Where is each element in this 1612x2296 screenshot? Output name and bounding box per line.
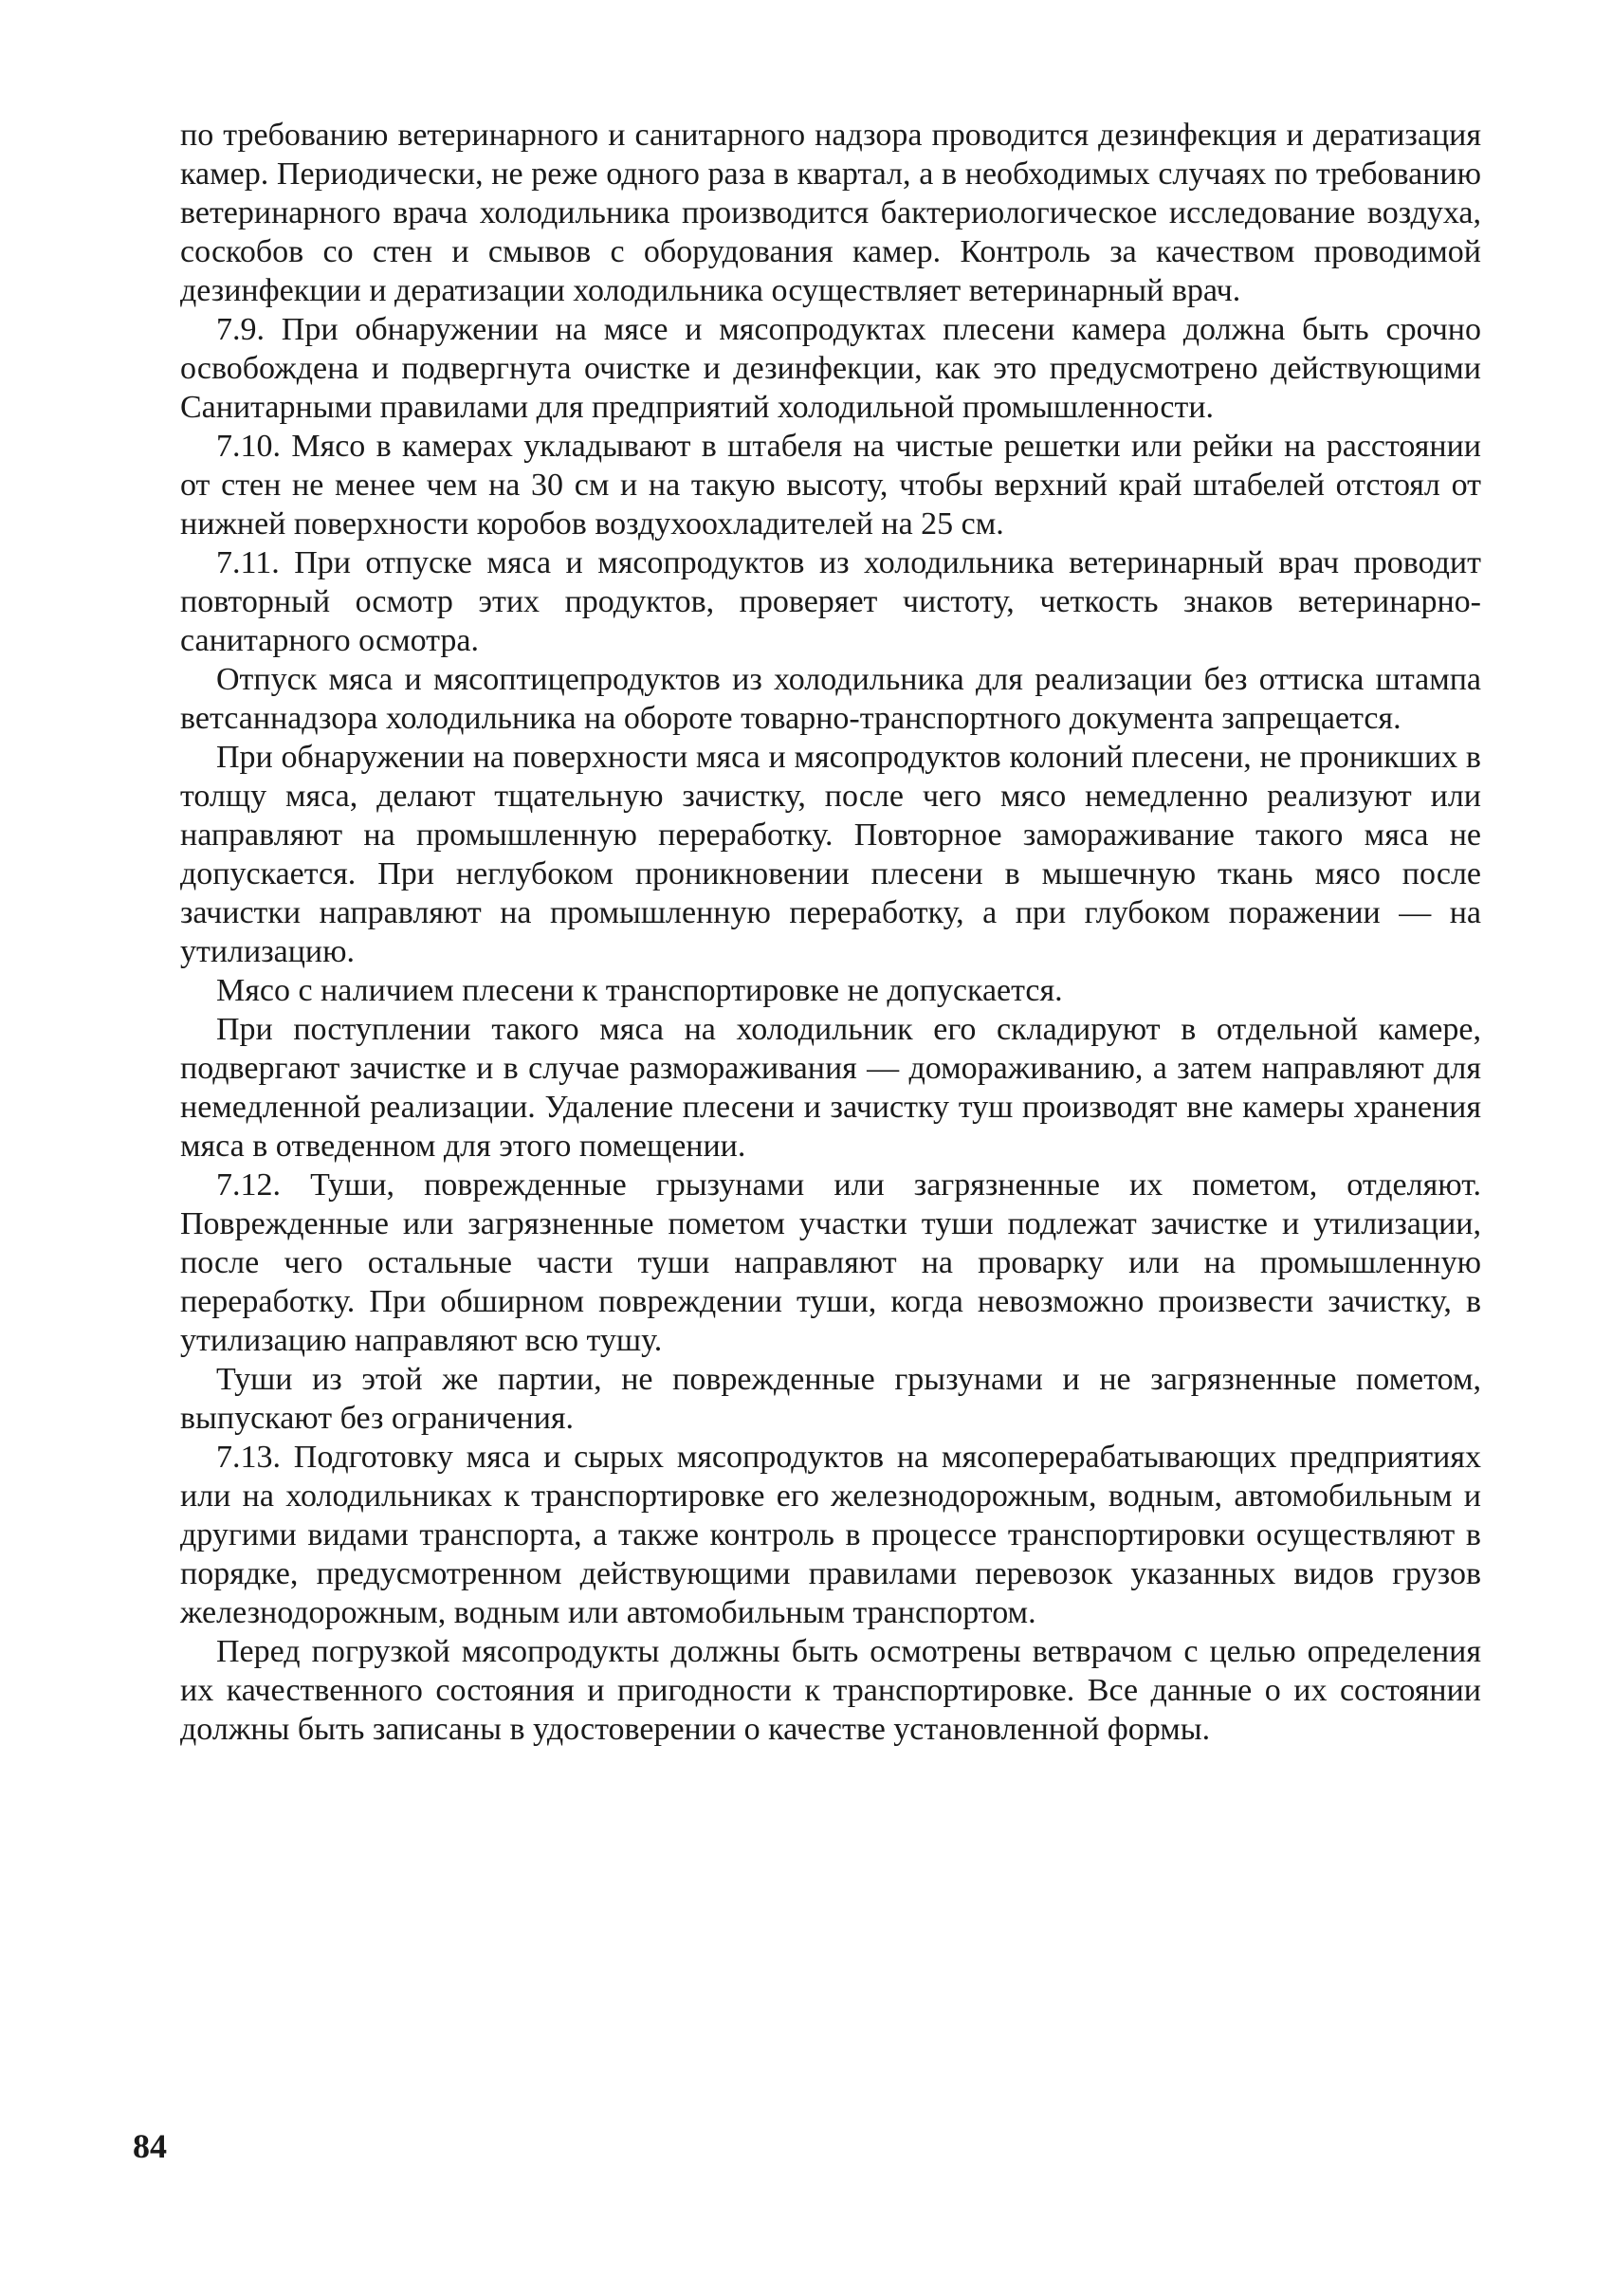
paragraph-7-9: 7.9. При обнаружении на мясе и мясопродуктах плесени камера должна быть срочно освобождена и подвергнута очистке и дезинфекции, как это предусмотрено действующими Санитарными правилами для предприятий холодильной промышленности. xyxy=(180,312,1481,425)
paragraph-mold-transport: Мясо с наличием плесени к транспортировке не допускается. xyxy=(216,973,1063,1008)
paragraph-mold-surface: При обнаружении на поверхности мяса и мясопродуктов колоний плесени, не проникших в толщу мяса, делают тщательную зачистку, после чего мясо немедленно реализуют или направляют на промышленную переработку. Повторное замораживание такого мяса не допускается. При неглубоком проникновении плесени в мышечную ткань мясо после зачистки направляют на промышленную переработку, а при глубоком поражении — на утилизацию. xyxy=(180,740,1481,969)
paragraph-mold-storage: При поступлении такого мяса на холодильник его складируют в отдельной камере, подвергают зачистке и в случае размораживания — домораживанию, а затем направляют для немедленной реализации. Удаление плесени и зачистку туш производят вне камеры хранения мяса в отведенном для этого помещении. xyxy=(180,1012,1481,1164)
page-body xyxy=(180,116,1481,1749)
page-number: 84 xyxy=(133,2127,167,2165)
paragraph-loading-inspection: Перед погрузкой мясопродукты должны быть осмотрены ветврачом с целью определения их качественного состояния и пригодности к транспортировке. Все данные о их состоянии должны быть записаны в удостоверении о качестве установленной формы. xyxy=(180,1634,1481,1747)
paragraph-7-10: 7.10. Мясо в камерах укладывают в штабеля на чистые решетки или рейки на расстоянии от стен не менее чем на 30 см и на такую высоту, чтобы верхний край штабелей отстоял от нижней поверхности коробов воздухоохладителей на 25 см. xyxy=(180,429,1481,542)
paragraph-7-11: 7.11. При отпуске мяса и мясопродуктов из холодильника ветеринарный врач проводит повторный осмотр этих продуктов, проверяет чистоту, четкость знаков ветеринарно-санитарного осмотра. xyxy=(180,545,1481,658)
paragraph-7-13: 7.13. Подготовку мяса и сырых мясопродуктов на мясоперерабатывающих предприятиях или на холодильниках к транспортировке его железнодорожным, водным, автомобильным и другими видами транспорта, а также контроль в процессе транспортировки осуществляют в порядке, предусмотренном действующими правилами перевозок указанных видов грузов железнодорожным, водным или автомобильным транспортом. xyxy=(180,1440,1481,1630)
paragraph-7-12: 7.12. Туши, поврежденные грызунами или загрязненные их пометом, отделяют. Поврежденные или загрязненные пометом участки туши подлежат зачистке и утилизации, после чего остальные части туши направляют на проварку или на промышленную переработку. При обширном повреждении туши, когда невозможно произвести зачистку, в утилизацию направляют всю тушу. xyxy=(180,1167,1481,1358)
paragraph-continuation: по требованию ветеринарного и санитарного надзора проводится дезинфекция и дератизация камер. Периодически, не реже одного раза в квартал, а в необходимых случаях по требованию ветеринарного врача холодильника производится бактериологическое исследование воздуха, соскобов со стен и смывов с оборудования камер. Контроль за качеством проводимой дезинфекции и дератизации холодильника осуществляет ветеринарный врач. xyxy=(180,118,1481,308)
paragraph-release-stamp: Отпуск мяса и мясоптицепродуктов из холодильника для реализации без оттиска штампа ветсаннадзора холодильника на обороте товарно-транспортного документа запрещается. xyxy=(180,662,1481,736)
paragraph-batch-release: Туши из этой же партии, не поврежденные грызунами и не загрязненные пометом, выпускают без ограничения. xyxy=(180,1362,1481,1436)
